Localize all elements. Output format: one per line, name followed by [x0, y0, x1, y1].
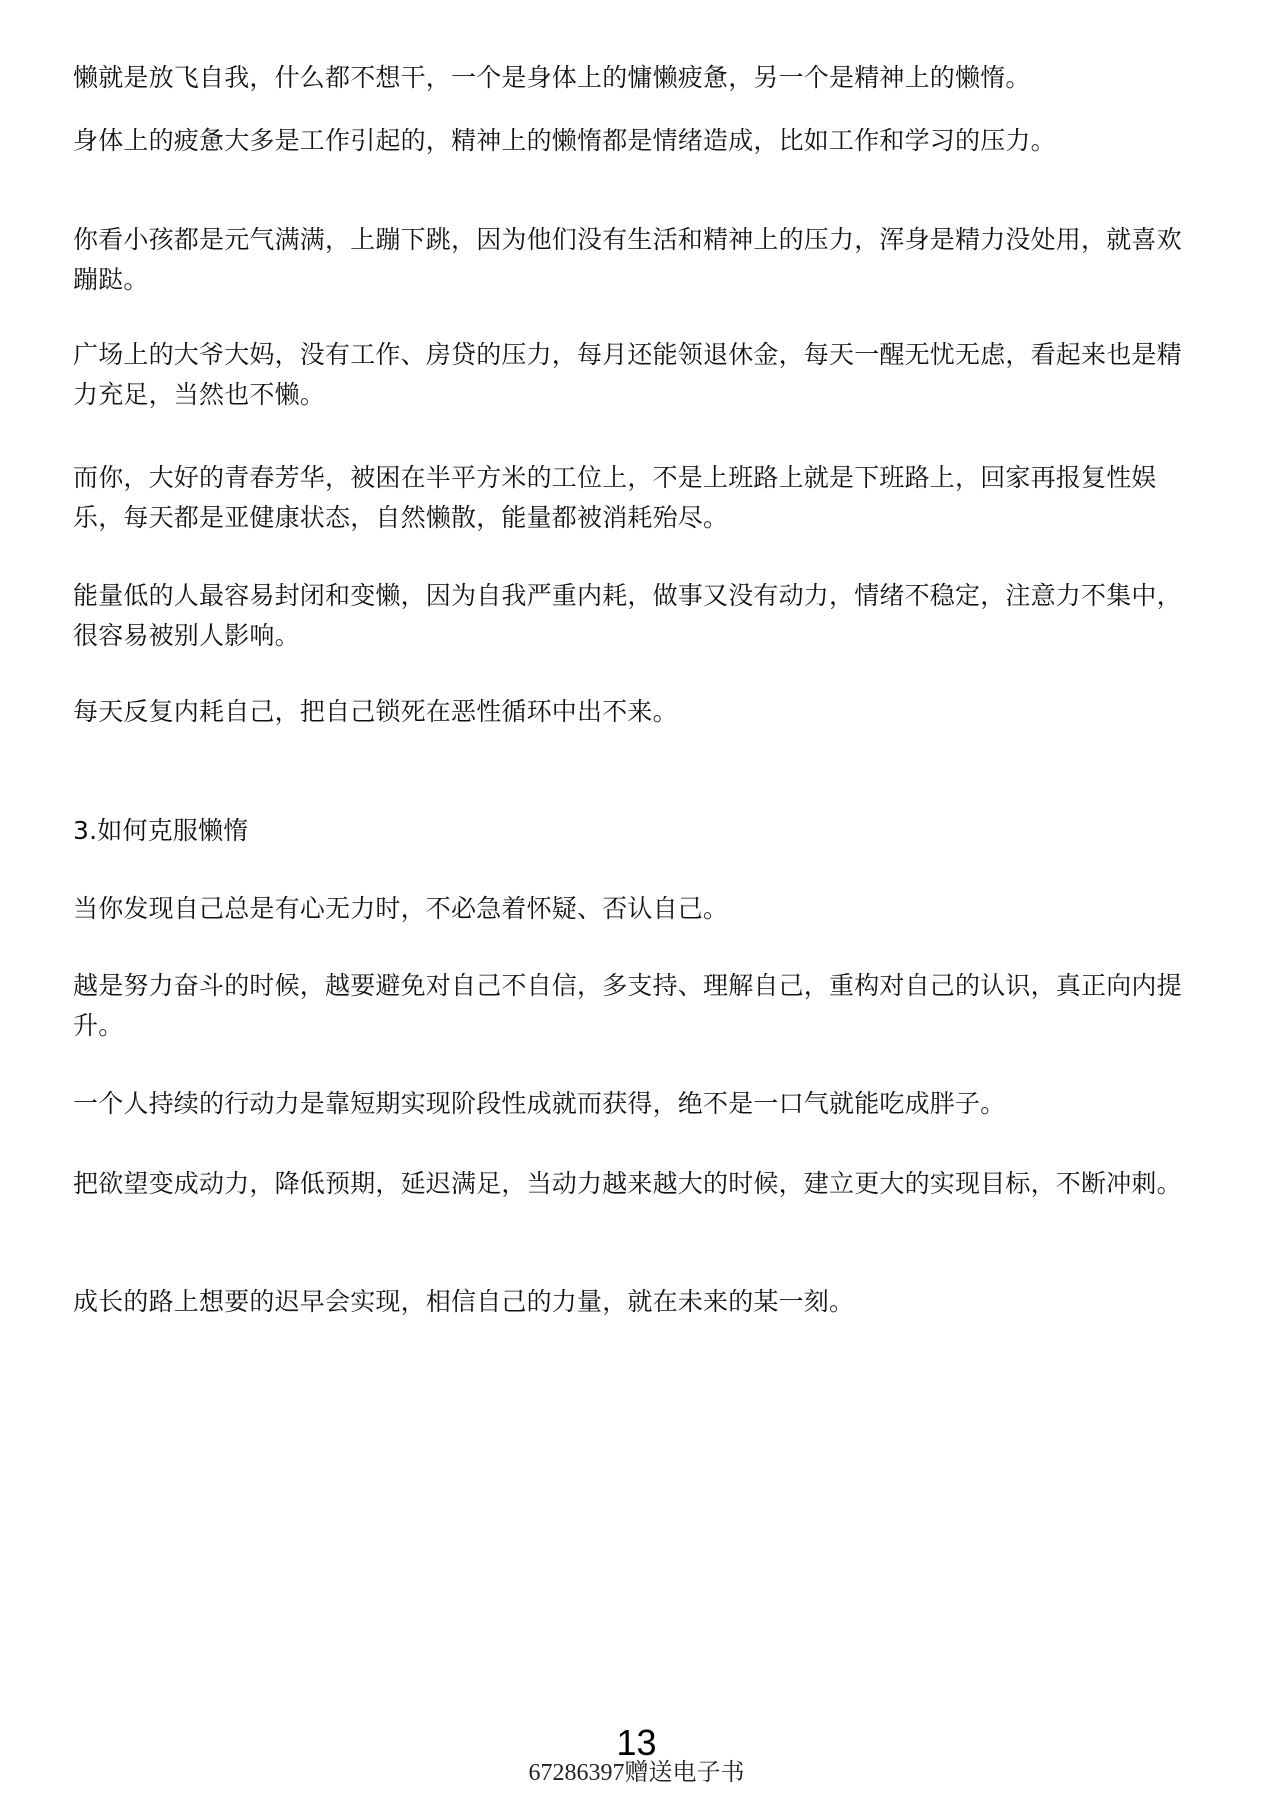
- paragraph-6: 能量低的人最容易封闭和变懒，因为自我严重内耗，做事又没有动力，情绪不稳定，注意力不集中，很容易被别人影响。: [73, 581, 1182, 650]
- paragraph-5: 而你，大好的青春芳华，被困在半平方米的工位上，不是上班路上就是下班路上，回家再报复性娱乐，每天都是亚健康状态，自然懒散，能量都被消耗殆尽。: [73, 463, 1157, 532]
- paragraph-10: 一个人持续的行动力是靠短期实现阶段性成就而获得，绝不是一口气就能吃成胖子。: [73, 1089, 1006, 1118]
- section-heading: 3.如何克服懒惰: [73, 816, 249, 845]
- paragraph-1: 懒就是放飞自我，什么都不想干，一个是身体上的慵懒疲惫，另一个是精神上的懒惰。: [73, 63, 1031, 92]
- paragraph-2: 身体上的疲惫大多是工作引起的，精神上的懒惰都是情绪造成，比如工作和学习的压力。: [73, 126, 1056, 155]
- watermark-text: 67286397赠送电子书: [528, 1760, 745, 1786]
- paragraph-11: 把欲望变成动力，降低预期，延迟满足，当动力越来越大的时候，建立更大的实现目标，不断冲刺。: [73, 1169, 1182, 1198]
- page-number: 13: [616, 1722, 657, 1763]
- paragraph-4: 广场上的大爷大妈，没有工作、房贷的压力，每月还能领退休金，每天一醒无忧无虑，看起来也是精力充足，当然也不懒。: [73, 340, 1182, 409]
- paragraph-12: 成长的路上想要的迟早会实现，相信自己的力量，就在未来的某一刻。: [73, 1287, 855, 1316]
- paragraph-9: 越是努力奋斗的时候，越要避免对自己不自信，多支持、理解自己，重构对自己的认识，真正向内提升。: [73, 971, 1182, 1040]
- paragraph-8: 当你发现自己总是有心无力时，不必急着怀疑、否认自己。: [73, 894, 729, 923]
- paragraph-3: 你看小孩都是元气满满，上蹦下跳，因为他们没有生活和精神上的压力，浑身是精力没处用，就喜欢蹦跶。: [73, 225, 1182, 294]
- paragraph-7: 每天反复内耗自己，把自己锁死在恶性循环中出不来。: [73, 697, 678, 726]
